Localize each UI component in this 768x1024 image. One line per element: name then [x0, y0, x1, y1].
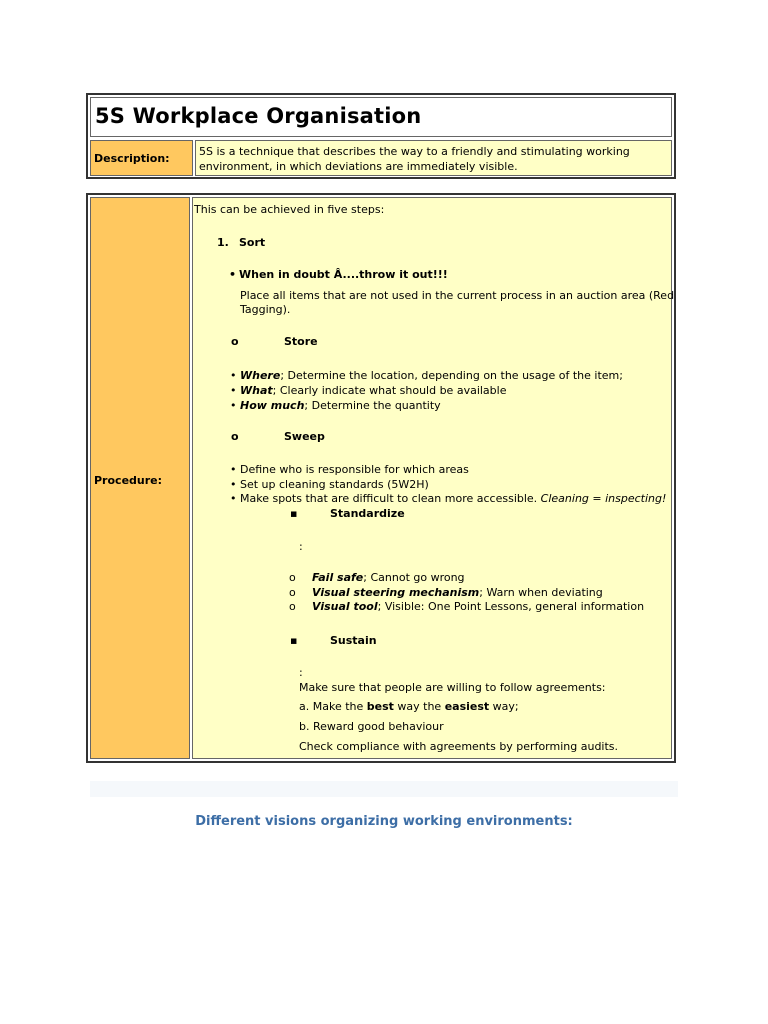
- store-item: [230, 383, 506, 398]
- sustain-line-2-prefix: a. Make the: [299, 700, 367, 713]
- sustain-line-3: b. Reward good behaviour: [299, 720, 444, 733]
- sweep-text: Set up cleaning standards (5W2H): [240, 478, 429, 491]
- description-line-2: environment, in which deviations are immediately visible.: [199, 160, 518, 173]
- procedure-label-cell: [90, 197, 190, 759]
- store-item: [230, 368, 623, 383]
- store-term: How much: [240, 399, 305, 412]
- sweep-marker: o: [231, 430, 239, 443]
- sustain-line-1: Make sure that people are willing to follow agreements:: [299, 681, 606, 694]
- standardize-term: Visual steering mechanism: [312, 586, 480, 599]
- sweep-item: [230, 491, 666, 506]
- standardize-heading: Standardize: [330, 507, 405, 520]
- bullet: •: [230, 384, 237, 397]
- bullet: •: [230, 463, 237, 476]
- sustain-colon: :: [299, 666, 303, 679]
- standardize-item-bullet: o: [289, 571, 296, 584]
- sweep-text: Make spots that are difficult to clean more accessible.: [240, 492, 541, 505]
- divider-strip: [90, 781, 678, 797]
- store-item: [230, 398, 441, 413]
- store-heading: Store: [284, 335, 318, 348]
- standardize-text: ; Cannot go wrong: [363, 571, 465, 584]
- standardize-item: [312, 585, 603, 600]
- sustain-best: best: [366, 700, 394, 713]
- title-table: [86, 93, 676, 179]
- sort-number: 1.: [217, 236, 229, 249]
- standardize-item-bullet: o: [289, 586, 296, 599]
- description-label: Description:: [94, 152, 170, 165]
- store-text: ; Determine the quantity: [304, 399, 441, 412]
- standardize-item: [312, 570, 465, 585]
- store-text: ; Clearly indicate what should be available: [272, 384, 507, 397]
- page-title: 5S Workplace Organisation: [95, 104, 422, 128]
- section-heading: Different visions organizing working environments:: [195, 814, 573, 829]
- procedure-intro: This can be achieved in five steps:: [194, 203, 385, 216]
- sustain-heading: Sustain: [330, 634, 377, 647]
- procedure-table: [86, 193, 676, 763]
- store-marker: o: [231, 335, 239, 348]
- sort-heading: Sort: [239, 236, 266, 249]
- standardize-colon: :: [299, 540, 303, 553]
- description-label-cell: [90, 140, 193, 176]
- sort-bullet: •: [229, 268, 237, 281]
- sustain-line-2-mid: way the: [393, 700, 445, 713]
- standardize-text: ; Warn when deviating: [479, 586, 603, 599]
- bullet: •: [230, 399, 237, 412]
- procedure-text-cell: [192, 197, 675, 759]
- standardize-item: [312, 599, 644, 614]
- store-term: What: [240, 384, 273, 397]
- sweep-item: [230, 477, 429, 492]
- sweep-heading: Sweep: [284, 430, 325, 443]
- store-text: ; Determine the location, depending on the usage of the item;: [280, 369, 623, 382]
- sort-text-line-1: Place all items that are not used in the current process in an auction area (Red: [240, 289, 675, 302]
- bullet: •: [230, 478, 237, 491]
- sweep-text: Define who is responsible for which areas: [240, 463, 469, 476]
- standardize-term: Visual tool: [312, 600, 378, 613]
- bullet: •: [230, 492, 237, 505]
- store-term: Where: [240, 369, 281, 382]
- sort-text-line-2: Tagging).: [240, 303, 291, 316]
- sustain-line-2-suffix: way;: [489, 700, 519, 713]
- sort-motto: When in doubt Â....throw it out!!!: [239, 268, 448, 281]
- sustain-easiest: easiest: [444, 700, 490, 713]
- sweep-emphasis: Cleaning = inspecting!: [540, 492, 667, 505]
- standardize-marker: ▪: [290, 507, 298, 520]
- standardize-term: Fail safe: [312, 571, 364, 584]
- sweep-item: [230, 462, 469, 477]
- title-cell: [90, 97, 672, 137]
- standardize-item-bullet: o: [289, 600, 296, 613]
- procedure-label: Procedure:: [94, 474, 163, 487]
- description-text-cell: [195, 140, 672, 176]
- bullet: •: [230, 369, 237, 382]
- sustain-marker: ▪: [290, 634, 298, 647]
- sustain-line-2: [299, 699, 519, 714]
- standardize-text: ; Visible: One Point Lessons, general information: [377, 600, 645, 613]
- description-line-1: 5S is a technique that describes the way to a friendly and stimulating working: [199, 145, 630, 158]
- sustain-line-4: Check compliance with agreements by performing audits.: [299, 740, 619, 753]
